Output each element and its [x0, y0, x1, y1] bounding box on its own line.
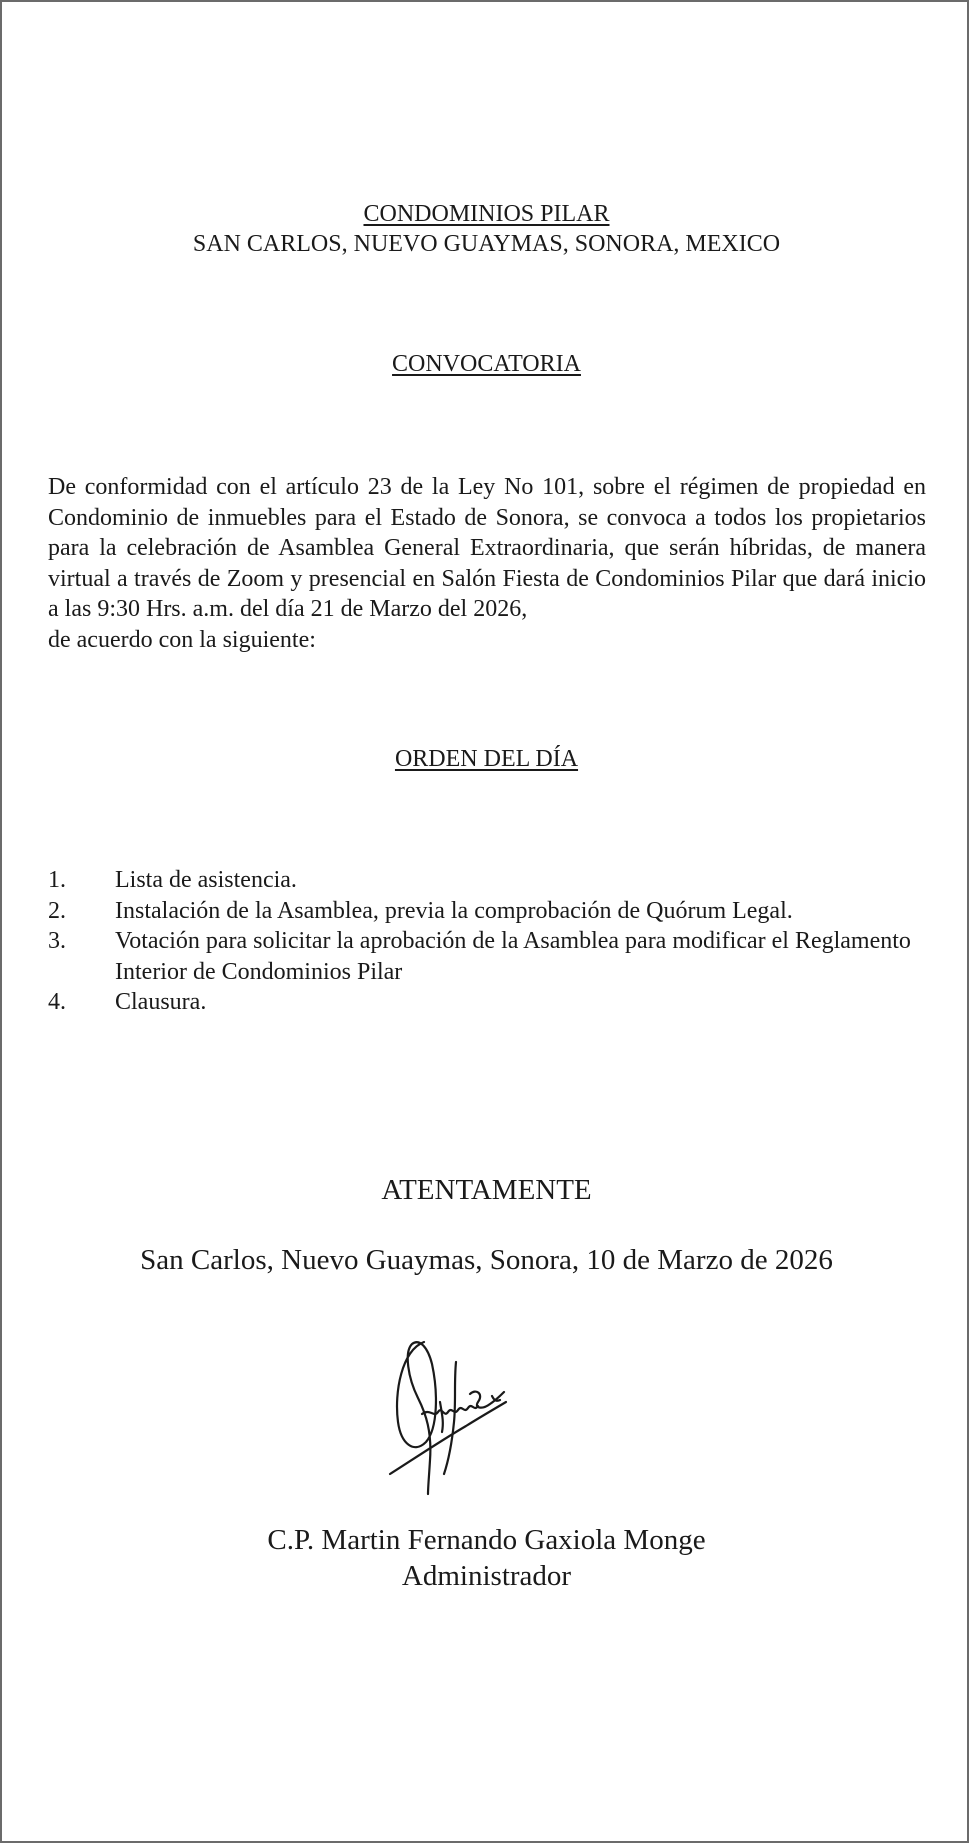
closing-salutation: ATENTAMENTE: [381, 1174, 592, 1206]
organization-location: SAN CARLOS, NUEVO GUAYMAS, SONORA, MEXICO: [192, 231, 781, 257]
paragraph-closing-text: de acuerdo con la siguiente:: [48, 626, 316, 653]
place-and-date: San Carlos, Nuevo Guaymas, Sonora, 10 de Marzo de 2026: [140, 1244, 833, 1276]
agenda-heading: ORDEN DEL DÍA: [394, 746, 579, 772]
agenda-list: [48, 865, 928, 1018]
agenda-item: [48, 987, 928, 1018]
agenda-item-text: Votación para solicitar la aprobación de la Asamblea para modificar el Reglamento Interior de Condominios Pilar: [115, 928, 911, 985]
convocatoria-heading: CONVOCATORIA: [392, 351, 581, 377]
agenda-item-text: Lista de asistencia.: [115, 867, 297, 893]
agenda-item-number: 1.: [48, 867, 66, 893]
convocatoria-paragraph: [48, 472, 926, 655]
signer-name: C.P. Martin Fernando Gaxiola Monge: [267, 1524, 706, 1556]
signer-role: Administrador: [401, 1560, 572, 1592]
agenda-item-number: 4.: [48, 989, 66, 1015]
agenda-item-text: Clausura.: [115, 989, 207, 1015]
agenda-item-number: 2.: [48, 897, 66, 924]
agenda-item-text: Instalación de la Asamblea, previa la comprobación de Quórum Legal.: [115, 897, 793, 924]
paragraph-main-text: De conformidad con el artículo 23 de la Ley No 101, sobre el régimen de propiedad en Condominio de inmuebles para el Estado de Sonora, se convoca a todos los propietarios para la celebración de Asamblea General Extraordinaria, que serán híbridas, de manera virtual a través de Zoom y presencial en Salón Fiesta de Condominios Pilar que dará inicio a las 9:30 Hrs. a.m. del día 21 de Marzo del 2026,: [48, 474, 926, 622]
agenda-item: [48, 865, 928, 896]
agenda-item: [48, 896, 928, 927]
agenda-item: [48, 926, 928, 987]
organization-title: CONDOMINIOS PILAR: [363, 201, 610, 227]
agenda-item-number: 3.: [48, 928, 66, 954]
handwritten-signature: [382, 1322, 522, 1502]
